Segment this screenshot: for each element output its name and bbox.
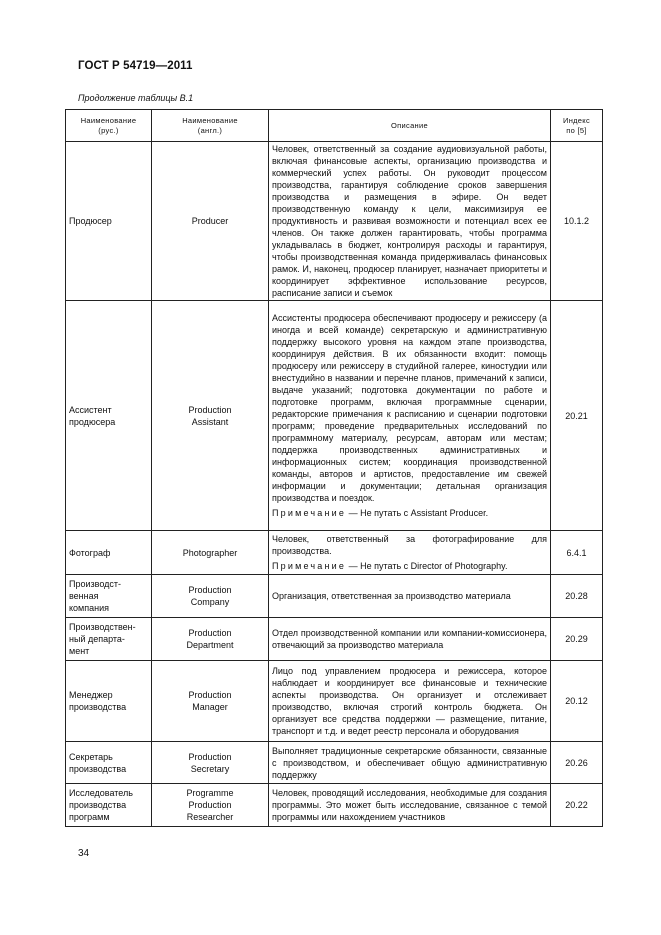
term-en — [152, 784, 269, 827]
description-cell — [269, 531, 551, 575]
description-cell — [269, 301, 551, 531]
term-en — [152, 301, 269, 531]
column-header-en — [152, 110, 269, 142]
term-en-line: Assistant — [191, 416, 229, 427]
note — [272, 507, 547, 519]
index-cell: 20.21 — [551, 301, 603, 531]
term-ru — [66, 618, 152, 661]
index-cell: 20.12 — [551, 661, 603, 742]
table-body — [66, 142, 603, 827]
term-ru-line: производства — [69, 800, 127, 810]
term-ru-line: Производствен- — [69, 622, 136, 632]
table-caption: Продолжение таблицы В.1 — [78, 93, 194, 103]
term-en-line: Production — [188, 800, 232, 810]
table-row — [66, 575, 603, 618]
term-ru — [66, 301, 152, 531]
table-row — [66, 742, 603, 784]
terms-table — [65, 109, 603, 827]
column-header-index-line: Индекс — [563, 115, 590, 125]
description-text: Отдел производственной компании или компании-комиссионера, отвечающий за производство материала — [272, 628, 547, 650]
term-en-line: Production — [188, 628, 232, 638]
description-text: Лицо под управлением продюсера и режиссера, которое наблюдает и координирует все финансовые и технические аспекты производства. Он организует и отслеживает производство, включая строгий контроль бюджета. Он организует все средства поддержки — размещение, питание, транспорт и т.д. и ведет реестр персонала и оборудования — [272, 666, 547, 736]
term-en — [152, 618, 269, 661]
term-en — [152, 661, 269, 742]
term-en-line: Manager — [192, 702, 228, 712]
term-ru-line: программ — [69, 812, 110, 822]
table-row — [66, 661, 603, 742]
column-header-desc — [269, 110, 551, 142]
term-en-line: Programme — [186, 788, 234, 798]
term-ru-line: производства — [69, 702, 127, 712]
term-en — [152, 742, 269, 784]
column-header-ru-line: Наименование — [80, 115, 137, 125]
note — [272, 560, 547, 572]
table-row — [66, 618, 603, 661]
description-cell — [269, 661, 551, 742]
note-label: Примечание — [272, 508, 347, 518]
description-cell — [269, 142, 551, 301]
term-en — [152, 142, 269, 301]
term-ru — [66, 142, 152, 301]
table-row — [66, 784, 603, 827]
index-cell: 20.29 — [551, 618, 603, 661]
column-header-index — [551, 110, 603, 142]
term-ru-line: ный департа- — [69, 634, 125, 644]
description-text: Ассистенты продюсера обеспечивают продюсеру и режиссеру (а иногда и всей команде) секретарскую и административную поддержку высокого уровня на каждом этапе производства, координируя действия. В их обязанности входит: помощь продюсеру или режиссеру в студийной галерее, киностудии или внестудийно в названии и перечне планов, примечаний к записи, выдаче указаний; подготовка документации по работе и подготовке программ, включая программные сценарии, редакторские примечания к расписанию и сценарии подготовки программ; проведение предварительных исследований по программному материалу, ресурсам, авторам или местам; поддержка производственных административных и информационных систем; координация производственной команды, авторов и артистов, предоставление им свежей информации и документации; детальная организация производства и поездок. — [272, 313, 547, 503]
column-header-ru — [66, 110, 152, 142]
term-ru — [66, 531, 152, 575]
term-ru-line: Продюсер — [69, 216, 112, 226]
column-header-en-line: Наименование — [182, 115, 238, 125]
description-text: Человек, ответственный за создание аудиовизуальной работы, включая финансовые аспекты, организацию производства и коммерческий успех работы. Он руководит процессом производства, гарантируя соблюдение сроков завершения производства и размещения в эфире. Он ведет производственную команду к цели, максимизируя ее продуктивность и развивая возможности и потенциал всех ее членов. Он также должен гарантировать, чтобы программа укладывалась в бюджет, контролируя расходы и гарантируя, чтобы производственная команда придерживалась финансовых рамок. И, наконец, продюсер планирует, назначает приоритеты и координирует эффективное использование ресурсов, расписание записи и съемок — [272, 144, 547, 298]
description-text: Выполняет традиционные секретарские обязанности, связанные с производством, и обеспечивает общую административную поддержку — [272, 745, 547, 780]
term-ru-line: Ассистент — [69, 404, 112, 415]
term-en — [152, 531, 269, 575]
term-en-line: Producer — [191, 216, 229, 226]
description-cell — [269, 575, 551, 618]
term-ru — [66, 661, 152, 742]
term-ru-line: венная — [69, 591, 99, 601]
term-ru-line: Секретарь — [69, 751, 113, 762]
term-ru — [66, 742, 152, 784]
description-text: Человек, проводящий исследования, необходимые для создания программы. Это может быть исследование, связанное с темой программы или нахождением участников — [272, 788, 547, 822]
term-ru-line: мент — [69, 646, 90, 656]
term-en — [152, 575, 269, 618]
index-cell: 6.4.1 — [551, 531, 603, 575]
table-row — [66, 142, 603, 301]
term-ru — [66, 784, 152, 827]
table-row — [66, 301, 603, 531]
description-cell — [269, 784, 551, 827]
term-ru-line: компания — [69, 603, 109, 613]
table-row — [66, 531, 603, 575]
term-en-line: Photographer — [182, 547, 238, 558]
column-header-index-line: по [5] — [566, 125, 587, 135]
term-en-line: Production — [188, 404, 232, 415]
description-cell — [269, 742, 551, 784]
column-header-en-line: (англ.) — [197, 125, 223, 135]
column-header-ru-line: (рус.) — [98, 125, 119, 135]
index-cell: 10.1.2 — [551, 142, 603, 301]
term-en-line: Company — [190, 597, 230, 607]
term-en-line: Production — [188, 751, 232, 762]
index-cell: 20.28 — [551, 575, 603, 618]
column-header-desc-line: Описание — [391, 120, 428, 130]
document-header: ГОСТ Р 54719—2011 — [78, 60, 193, 72]
term-ru-line: Исследователь — [69, 788, 133, 798]
term-ru-line: Фотограф — [69, 547, 111, 558]
term-ru-line: Менеджер — [69, 690, 113, 700]
note-text: — Не путать с Director of Photography. — [348, 561, 508, 571]
term-ru-line: производства — [69, 763, 127, 774]
note-text: — Не путать с Assistant Producer. — [348, 508, 489, 518]
table-header-row — [66, 110, 603, 142]
term-en-line: Production — [188, 690, 232, 700]
page-number: 34 — [78, 848, 90, 859]
description-cell — [269, 618, 551, 661]
term-en-line: Researcher — [186, 812, 234, 822]
note-label: Примечание — [272, 561, 347, 571]
term-en-line: Department — [186, 640, 234, 650]
term-en-line: Production — [188, 585, 232, 595]
term-en-line: Secretary — [190, 763, 230, 774]
term-ru-line: Производст- — [69, 579, 121, 589]
term-ru-line: продюсера — [69, 416, 116, 427]
description-text: Человек, ответственный за фотографирование для производства. — [272, 534, 547, 556]
index-cell: 20.26 — [551, 742, 603, 784]
index-cell: 20.22 — [551, 784, 603, 827]
term-ru — [66, 575, 152, 618]
description-text: Организация, ответственная за производство материала — [272, 591, 511, 601]
